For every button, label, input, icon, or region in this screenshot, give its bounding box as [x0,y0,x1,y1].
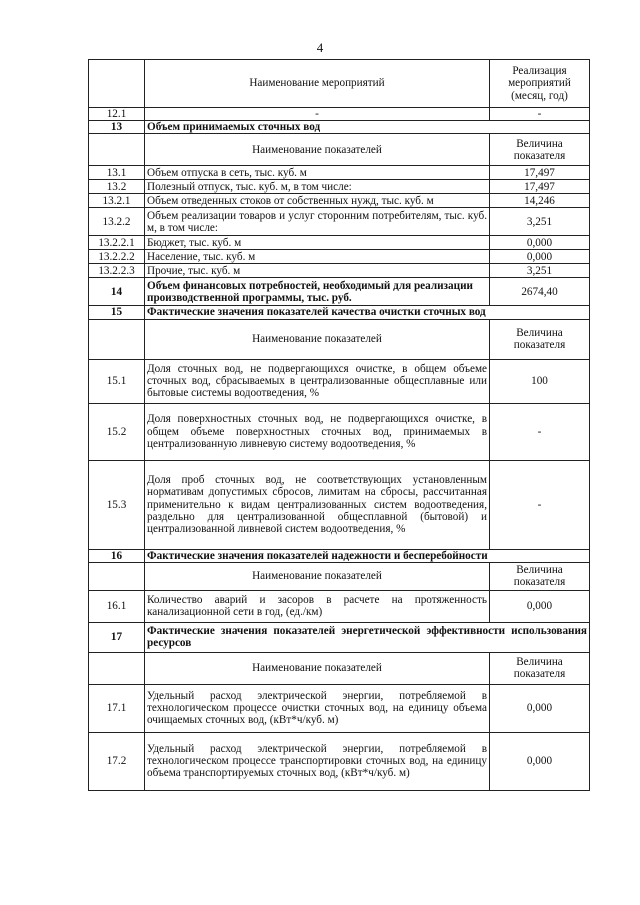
section-title: Объем принимаемых сточных вод [145,121,590,134]
section-row [89,278,590,306]
indicator-header-row [89,319,590,359]
row-name: Полезный отпуск, тыс. куб. м, в том числе: [145,180,490,194]
indicator-header-row [89,562,590,590]
section-row [89,622,590,652]
section-title: Объем финансовых потребностей, необходимый для реализации производственной программы, тыс. руб. [145,278,490,306]
section-number: 16 [89,549,145,562]
row-number: 15.1 [89,359,145,403]
row-value: - [490,108,590,121]
section-title: Фактические значения показателей энергетической эффективности использования ресурсов [145,622,590,652]
row-value: 14,246 [490,194,590,208]
row-value: 0,000 [490,236,590,250]
row-number: 15.3 [89,460,145,549]
row-number: 13.2.2.3 [89,264,145,278]
indicator-header-row [89,652,590,684]
row-name: Доля проб сточных вод, не соответствующих установленным нормативам допустимых сбросов, лимитам на сбросы, рассчитанная применительно к видам централизованных систем водоотведения, раздельно для централизованной общесплавной (бытовой) и централизованной ливневой систем водоотведения, % [145,460,490,549]
table-row [89,732,590,790]
row-value: 3,251 [490,208,590,236]
row-number: 16.1 [89,590,145,622]
indicator-header-value: Величина показателя [490,652,590,684]
section-row [89,549,590,562]
row-number: 13.2.1 [89,194,145,208]
row-number: 13.2.2.1 [89,236,145,250]
section-row [89,121,590,134]
row-name: Объем отведенных стоков от собственных нужд, тыс. куб. м [145,194,490,208]
row-value: - [490,460,590,549]
table-row [89,194,590,208]
header-impl-cell: Реализация мероприятий (месяц, год) [490,60,590,108]
indicator-header-name: Наименование показателей [145,562,490,590]
row-name: Удельный расход электрической энергии, потребляемой в технологическом процессе транспортировки сточных вод, на единицу объема транспортируемых сточных вод, (кВт*ч/куб. м) [145,732,490,790]
row-name: Доля сточных вод, не подвергающихся очистке, в общем объеме сточных вод, сбрасываемых в централизованные общесплавные или бытовые системы водоотведения, % [145,359,490,403]
table-header-row [89,60,590,108]
row-name: Прочие, тыс. куб. м [145,264,490,278]
row-name: Бюджет, тыс. куб. м [145,236,490,250]
row-number: 15.2 [89,403,145,460]
row-number: 17.1 [89,684,145,732]
indicator-header-num [89,562,145,590]
section-number: 15 [89,306,145,319]
row-number: 12.1 [89,108,145,121]
section-row [89,306,590,319]
table-row [89,180,590,194]
row-value: 0,000 [490,732,590,790]
row-number: 13.2 [89,180,145,194]
row-number: 17.2 [89,732,145,790]
indicator-header-name: Наименование показателей [145,319,490,359]
row-number: 13.2.2 [89,208,145,236]
table-row [89,264,590,278]
row-value: 0,000 [490,684,590,732]
indicator-header-value: Величина показателя [490,562,590,590]
indicator-header-value: Величина показателя [490,134,590,166]
indicator-header-num [89,652,145,684]
row-name: Объем реализации товаров и услуг сторонним потребителям, тыс. куб. м, в том числе: [145,208,490,236]
header-name-cell: Наименование мероприятий [145,60,490,108]
program-table [88,59,590,791]
section-number: 13 [89,121,145,134]
row-name: Население, тыс. куб. м [145,250,490,264]
section-title: Фактические значения показателей надежности и бесперебойности [145,549,590,562]
indicator-header-name: Наименование показателей [145,134,490,166]
indicator-header-row [89,134,590,166]
row-value: - [490,403,590,460]
row-value: 100 [490,359,590,403]
table-row [89,359,590,403]
section-value: 2674,40 [490,278,590,306]
indicator-header-name: Наименование показателей [145,652,490,684]
row-value: 0,000 [490,250,590,264]
row-value: 17,497 [490,180,590,194]
row-number: 13.1 [89,166,145,180]
row-name: Доля поверхностных сточных вод, не подвергающихся очистке, в общем объеме поверхностных сточных вод, принимаемых в централизованную ливневую систему водоотведения, % [145,403,490,460]
table-row [89,108,590,121]
page-number: 4 [316,40,324,55]
indicator-header-num [89,319,145,359]
row-name: Объем отпуска в сеть, тыс. куб. м [145,166,490,180]
row-value: 17,497 [490,166,590,180]
table-row [89,236,590,250]
section-title: Фактические значения показателей качества очистки сточных вод [145,306,590,319]
row-value: 0,000 [490,590,590,622]
row-name: Удельный расход электрической энергии, потребляемой в технологическом процессе очистки сточных вод, на единицу объема очищаемых сточных вод, (кВт*ч/куб. м) [145,684,490,732]
row-number: 13.2.2.2 [89,250,145,264]
row-name: Количество аварий и засоров в расчете на протяженность канализационной сети в год, (ед./км) [145,590,490,622]
row-name: - [145,108,490,121]
indicator-header-num [89,134,145,166]
section-number: 14 [89,278,145,306]
table-row [89,166,590,180]
header-num-cell [89,60,145,108]
table-row [89,460,590,549]
table-row [89,590,590,622]
section-number: 17 [89,622,145,652]
table-row [89,208,590,236]
row-value: 3,251 [490,264,590,278]
table-row [89,403,590,460]
table-row [89,684,590,732]
table-row [89,250,590,264]
indicator-header-value: Величина показателя [490,319,590,359]
